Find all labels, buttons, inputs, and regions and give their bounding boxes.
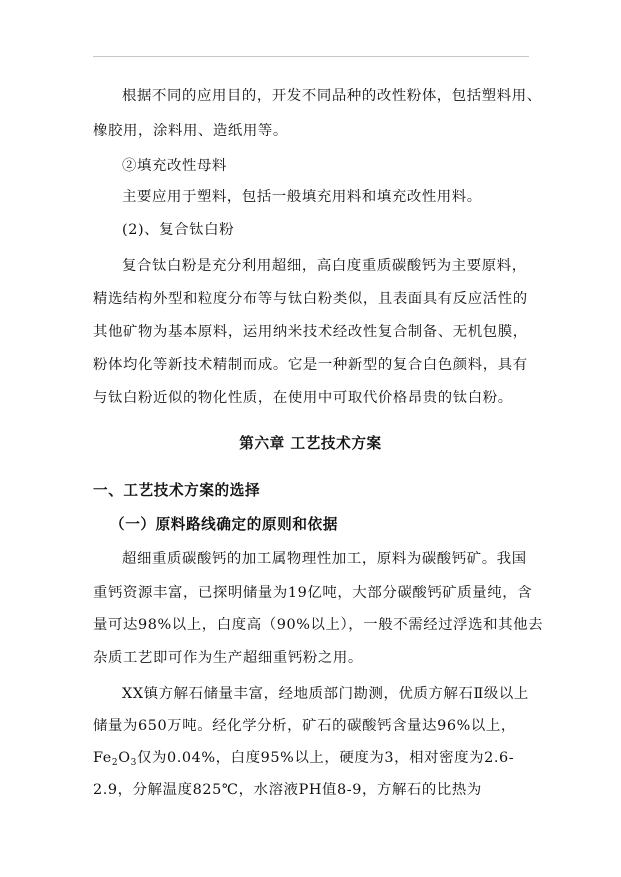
- paragraph-line: 复合钛白粉是充分利用超细，高白度重质碳酸钙为主要原料，: [122, 258, 527, 274]
- list-heading: (2)、复合钛白粉: [122, 222, 235, 238]
- paragraph-line: 2.9，分解温度825℃，水溶液PH值8-9，方解石的比热为: [93, 782, 482, 798]
- list-heading: ②填充改性母料: [122, 158, 227, 174]
- subsection-title: （一）原料路线确定的原则和依据: [110, 516, 338, 533]
- paragraph-line: 重钙资源丰富，已探明储量为19亿吨，大部分碳酸钙矿质量纯，含: [93, 585, 533, 601]
- paragraph-line: 其他矿物为基本原料，运用纳米技术经改性复合制备、无机包膜，: [93, 324, 528, 340]
- header-rule: [93, 56, 529, 57]
- paragraph-line-formula: [93, 748, 514, 773]
- paragraph-line: 橡胶用，涂料用、造纸用等。: [93, 123, 288, 139]
- section-title: 一、工艺技术方案的选择: [93, 482, 261, 499]
- paragraph-line: 粉体均化等新技术精制而成。它是一种新型的复合白色颜料，具有: [93, 357, 528, 373]
- paragraph-line: 根据不同的应用目的，开发不同品种的改性粉体，包括塑料用、: [122, 88, 542, 104]
- formula-subscript: 3: [130, 758, 137, 768]
- formula-o: O: [118, 750, 131, 766]
- chapter-title: 第六章 工艺技术方案: [239, 435, 382, 452]
- formula-rest: 仅为0.04%，白度95%以上，硬度为3，相对密度为2.6-: [136, 750, 515, 766]
- paragraph-line: 精选结构外型和粒度分布等与钛白粉类似，且表面具有反应活性的: [93, 291, 528, 307]
- formula-fe: Fe: [93, 750, 112, 766]
- paragraph-line: 量可达98%以上，白度高（90%以上），一般不需经过浮选和其他去: [93, 617, 544, 633]
- formula-subscript: 2: [111, 758, 119, 768]
- paragraph-line: 储量为650万吨。经化学分析，矿石的碳酸钙含量达96%以上，: [93, 718, 516, 734]
- paragraph-line: 超细重质碳酸钙的加工属物理性加工，原料为碳酸钙矿。我国: [122, 551, 527, 567]
- paragraph-line: 主要应用于塑料，包括一般填充用料和填充改性用料。: [122, 189, 482, 205]
- paragraph-line: XX镇方解石储量丰富，经地质部门勘测，优质方解石Ⅱ级以上: [122, 686, 529, 702]
- paragraph-line: 与钛白粉近似的物化性质，在使用中可取代价格昂贵的钛白粉。: [93, 390, 513, 406]
- paragraph-line: 杂质工艺即可作为生产超细重钙粉之用。: [93, 650, 363, 666]
